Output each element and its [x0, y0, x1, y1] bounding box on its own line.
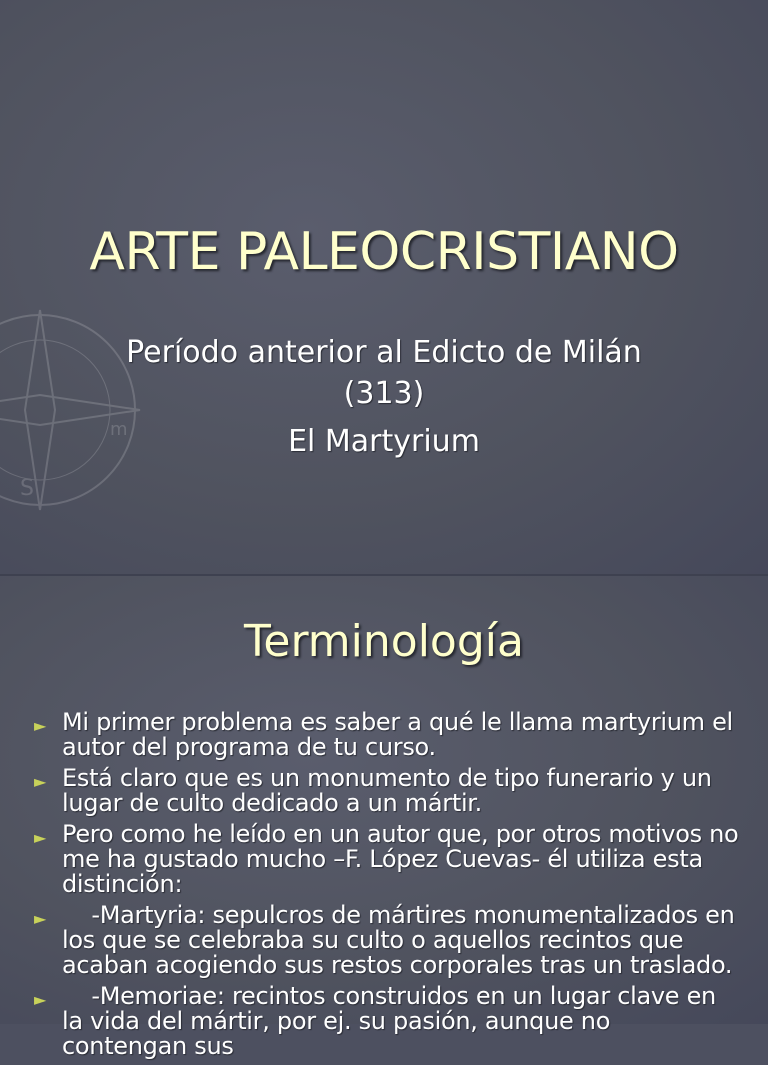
bullet-text: Mi primer problema es saber a qué le llama martyrium el autor del programa de tu curso. [62, 708, 733, 761]
subtitle-topic: El Martyrium [288, 424, 480, 459]
subtitle-period: Período anterior al Edicto de Milán [126, 335, 642, 370]
slide-title-heading: ARTE PALEOCRISTIANO [89, 222, 679, 282]
triangle-right-icon: ► [34, 909, 47, 928]
slide-terminology [0, 576, 768, 1060]
bullet-text: -Martyria: sepulcros de mártires monumentalizados en los que se celebraba su culto o aquellos recintos que acaban acogiendo sus restos corporales tras un traslado. [62, 901, 742, 979]
list-item [30, 710, 742, 760]
bullet-text: -Memoriae: recintos construidos en un lugar clave en la vida del mártir, por ej. su pasión, aunque no contengan sus [62, 982, 724, 1060]
triangle-right-icon: ► [34, 716, 47, 735]
list-item [30, 903, 742, 978]
slide-heading: Terminología [244, 616, 524, 667]
bullet-text: Pero como he leído en un autor que, por otros motivos no me ha gustado mucho –F. López Cuevas- él utiliza esta distinción: [62, 820, 739, 898]
list-item [30, 822, 742, 897]
triangle-right-icon: ► [34, 828, 47, 847]
subtitle-year: (313) [343, 376, 425, 411]
bullet-text: Está claro que es un monumento de tipo funerario y un lugar de culto dedicado a un mártir. [62, 764, 712, 817]
triangle-right-icon: ► [34, 772, 47, 791]
triangle-right-icon: ► [34, 990, 47, 1009]
list-item [30, 766, 742, 816]
list-item [30, 984, 742, 1059]
svg-text:S: S [20, 476, 34, 501]
bullet-list [30, 710, 742, 1065]
svg-text:m: m [110, 419, 128, 440]
